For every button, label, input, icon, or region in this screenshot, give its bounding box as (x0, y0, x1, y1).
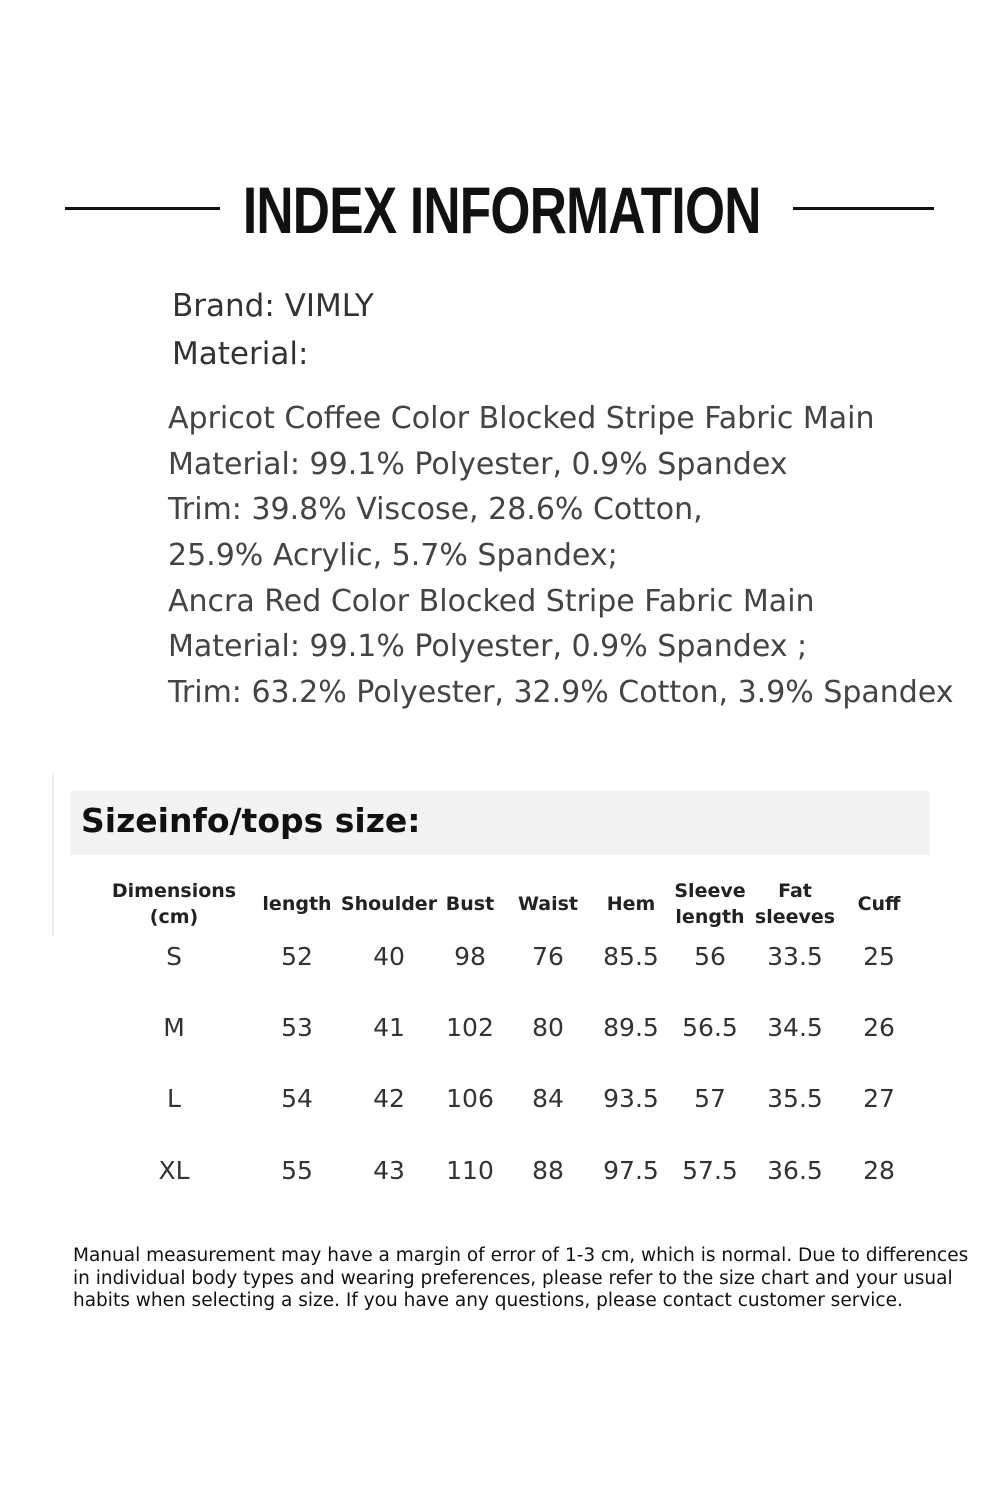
material-label: Material: (172, 336, 309, 372)
table-cell: 53 (281, 1013, 313, 1042)
size-label-cell: L (167, 1084, 181, 1113)
table-cell: 41 (373, 1013, 405, 1042)
table-header-text: length (675, 906, 745, 928)
page-title: INDEX INFORMATION (242, 173, 761, 247)
table-cell: 93.5 (603, 1084, 659, 1113)
table-header-text: Bust (445, 893, 495, 915)
table-cell: 55 (281, 1156, 313, 1185)
size-label-cell: S (166, 942, 182, 971)
material-line: Trim: 63.2% Polyester, 32.9% Cotton, 3.9% Spandex (168, 675, 954, 711)
table-header-text: Sleeve (674, 880, 746, 902)
table-cell: 26 (863, 1013, 895, 1042)
table-header-text: length (262, 893, 332, 915)
table-cell: 88 (532, 1156, 564, 1185)
size-label-cell: M (163, 1013, 185, 1042)
table-header-text: Fat (778, 880, 812, 902)
material-line: 25.9% Acrylic, 5.7% Spandex; (168, 538, 618, 574)
table-cell: 36.5 (767, 1156, 823, 1185)
material-line: Material: 99.1% Polyester, 0.9% Spandex ; (168, 629, 808, 665)
table-header-text: Shoulder (340, 893, 438, 915)
material-line: Apricot Coffee Color Blocked Stripe Fabric Main (168, 401, 875, 436)
note-line: in individual body types and wearing preferences, please refer to the size chart and your usual (73, 1267, 953, 1289)
table-header-text: Hem (606, 893, 656, 915)
table-cell: 80 (532, 1013, 564, 1042)
table-cell: 85.5 (603, 942, 659, 971)
note-line: Manual measurement may have a margin of error of 1-3 cm, which is normal. Due to differences (73, 1245, 969, 1266)
table-header-text: sleeves (754, 906, 836, 928)
divider (52, 773, 54, 936)
table-cell: 34.5 (767, 1013, 823, 1042)
table-cell: 97.5 (603, 1156, 659, 1185)
table-cell: 52 (281, 942, 313, 971)
title-rule-right (793, 207, 934, 210)
material-description (168, 396, 998, 716)
table-cell: 54 (281, 1084, 313, 1113)
table-cell: 56.5 (682, 1013, 738, 1042)
table-header-text: (cm) (149, 906, 199, 928)
table-cell: 110 (446, 1156, 494, 1185)
material-line: Trim: 39.8% Viscose, 28.6% Cotton, (168, 492, 703, 528)
size-label-cell: XL (158, 1156, 190, 1185)
material-line: Material: 99.1% Polyester, 0.9% Spandex (168, 446, 788, 482)
table-cell: 106 (446, 1084, 494, 1113)
table-cell: 28 (863, 1156, 895, 1185)
table-header-text: Dimensions (111, 880, 237, 902)
table-cell: 35.5 (767, 1084, 823, 1113)
table-header-text: Cuff (857, 893, 901, 915)
table-cell: 98 (454, 942, 486, 971)
table-cell: 56 (694, 942, 726, 971)
table-cell: 25 (863, 942, 895, 971)
table-cell: 43 (373, 1156, 405, 1185)
table-cell: 40 (373, 942, 405, 971)
table-cell: 84 (532, 1084, 564, 1113)
brand-line: Brand: VIMLY (172, 288, 374, 324)
table-header-text: Waist (517, 893, 578, 915)
table-cell: 33.5 (767, 942, 823, 971)
measurement-note (73, 1245, 973, 1313)
size-table-title: Sizeinfo/tops size: (81, 801, 421, 840)
table-cell: 89.5 (603, 1013, 659, 1042)
table-header-cell (804, 891, 954, 917)
size-table-header (70, 791, 930, 855)
table-cell: 76 (532, 942, 564, 971)
title-section (0, 170, 1000, 250)
material-line: Ancra Red Color Blocked Stripe Fabric Main (168, 583, 815, 619)
table-cell: 57.5 (682, 1156, 738, 1185)
table-cell: 57 (694, 1084, 726, 1113)
table-cell: 102 (446, 1013, 494, 1042)
table-cell: 27 (863, 1084, 895, 1113)
note-line: habits when selecting a size. If you have any questions, please contact customer service. (73, 1290, 903, 1311)
table-cell: 42 (373, 1084, 405, 1113)
